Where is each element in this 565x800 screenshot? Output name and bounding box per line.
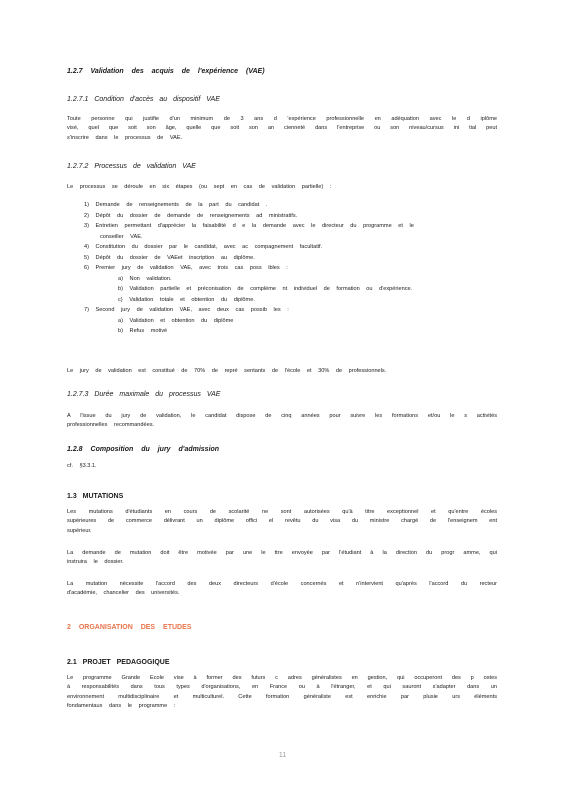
list-item: 3) Entretien permettant d'apprécier la faisabilité d e la demande avec le directeur du programme et le xyxy=(84,223,414,229)
list-item: 7) Second jury de validation VAE, avec deux cas possib les : xyxy=(84,307,289,313)
list-item: 5) Dépôt du dossier de VAEet inscription au diplôme. xyxy=(84,254,255,261)
step-7-cases xyxy=(84,316,484,337)
page-number: 11 xyxy=(278,752,287,759)
paragraph-line: visé, quel que soit son âge, quelle que soit son an cienneté dans l'entreprise ou son niveau/cursus ini tial peut xyxy=(67,125,497,132)
mutations-paragraph-3 xyxy=(67,580,497,599)
paragraph-line: environnement multidisciplinaire et multiculturel. Cette formation généraliste est enrichie par plusie urs éléments xyxy=(67,693,497,700)
section-1-2-7-3-paragraph xyxy=(67,412,497,431)
sub-list-item: b) Refus motivé xyxy=(118,328,168,334)
paragraph-line: A l'issue du jury de validation, le candidat dispose de cinq années pour suivre les formations et/ou le s activités xyxy=(67,413,497,419)
jury-composition-text: Le jury de validation est constitué de 70% de repré sentants de l'école et 30% de professionnels. xyxy=(67,368,387,374)
paragraph-line: Le programme Grande Ecole vise à former des futurs c adres généralistes en gestion, qui occuperont des p ostes xyxy=(67,675,497,681)
paragraph-line: Les mutations d'étudiants en cours de scolarité ne sont autorisées qu'à titre exceptionnel et qu'entre écoles xyxy=(67,509,497,515)
process-intro: Le processus se déroule en six étapes (ou sept en cas de validation partielle) : xyxy=(67,184,332,190)
sub-list-item: c) Validation totale et obtention du diplôme. xyxy=(118,296,255,303)
paragraph-line: supérieures de commerce délivrant un diplôme offici el revêtu du visa du ministre chargé de l'enseignem ent xyxy=(67,518,497,525)
step-6-cases xyxy=(84,274,484,306)
section-1-2-8-reference: cf. §3.3.1. xyxy=(67,463,97,469)
paragraph-line: professionnelles recommandées. xyxy=(67,422,155,429)
paragraph-line: fondamentaux dans le programme : xyxy=(67,703,176,710)
mutations-paragraph-1 xyxy=(67,508,497,536)
sub-list-item: b) Validation partielle et préconisation de compléme nt individuel de formation ou d'expérience. xyxy=(118,286,413,292)
paragraph-line: à responsabilités dans tous types d'organisations, en France ou à l'étranger, et qui sauront s'adapter dans un xyxy=(67,684,497,691)
paragraph-line: Toute personne qui justifie d'un minimum de 3 ans d 'expérience professionnelle en adéquation avec le d iplôme xyxy=(67,116,497,122)
paragraph-line: d'académie, chancelier des universités. xyxy=(67,590,180,597)
section-1-2-7-3-heading: 1.2.7.3 Durée maximale du processus VAE xyxy=(67,391,221,398)
list-item: 1) Demande de renseignements de la part du candidat . xyxy=(84,202,268,208)
section-1-3-heading: 1.3 MUTATIONS xyxy=(67,493,124,500)
section-2-1-paragraph xyxy=(67,674,497,712)
paragraph-line: La mutation nécessite l'accord des deux directeurs d'école concernés et n'intervient qu'après l'accord du recteur xyxy=(67,581,497,587)
paragraph-line: s'inscrire dans le processus de VAE. xyxy=(67,134,183,141)
paragraph-line: instruira le dossier. xyxy=(67,559,124,566)
list-item-continuation: conseiller VAE. xyxy=(100,233,143,240)
sub-list-item: a) Non validation. xyxy=(118,275,172,282)
section-1-2-8-heading: 1.2.8 Composition du jury d'admission xyxy=(67,446,220,453)
paragraph-line: supérieur. xyxy=(67,527,92,534)
paragraph-line: La demande de mutation doit être motivée par une le ttre envoyée par l'étudiant à la direction du progr amme, qui xyxy=(67,550,497,556)
section-2-1-heading: 2.1 PROJET PEDAGOGIQUE xyxy=(67,659,170,666)
mutations-paragraph-2 xyxy=(67,549,497,568)
list-item: 4) Constitution du dossier par le candidat, avec ac compagnement facultatif. xyxy=(84,244,323,250)
list-item: 6) Premier jury de validation VAE, avec trois cas poss ibles : xyxy=(84,265,288,271)
section-1-2-7-1-paragraph xyxy=(67,115,497,143)
section-1-2-7-heading: 1.2.7 Validation des acquis de l'expérience (VAE) xyxy=(67,68,265,75)
sub-list-item: a) Validation et obtention du diplôme xyxy=(118,317,234,324)
chapter-2-heading: 2 ORGANISATION DES ETUDES xyxy=(67,624,192,631)
list-item: 2) Dépôt du dossier de demande de renseignements ad ministratifs. xyxy=(84,212,298,219)
section-1-2-7-2-heading: 1.2.7.2 Processus de validation VAE xyxy=(67,163,196,170)
process-steps-list xyxy=(84,200,484,337)
section-1-2-7-1-heading: 1.2.7.1 Condition d'accès au dispositif VAE xyxy=(67,96,220,103)
